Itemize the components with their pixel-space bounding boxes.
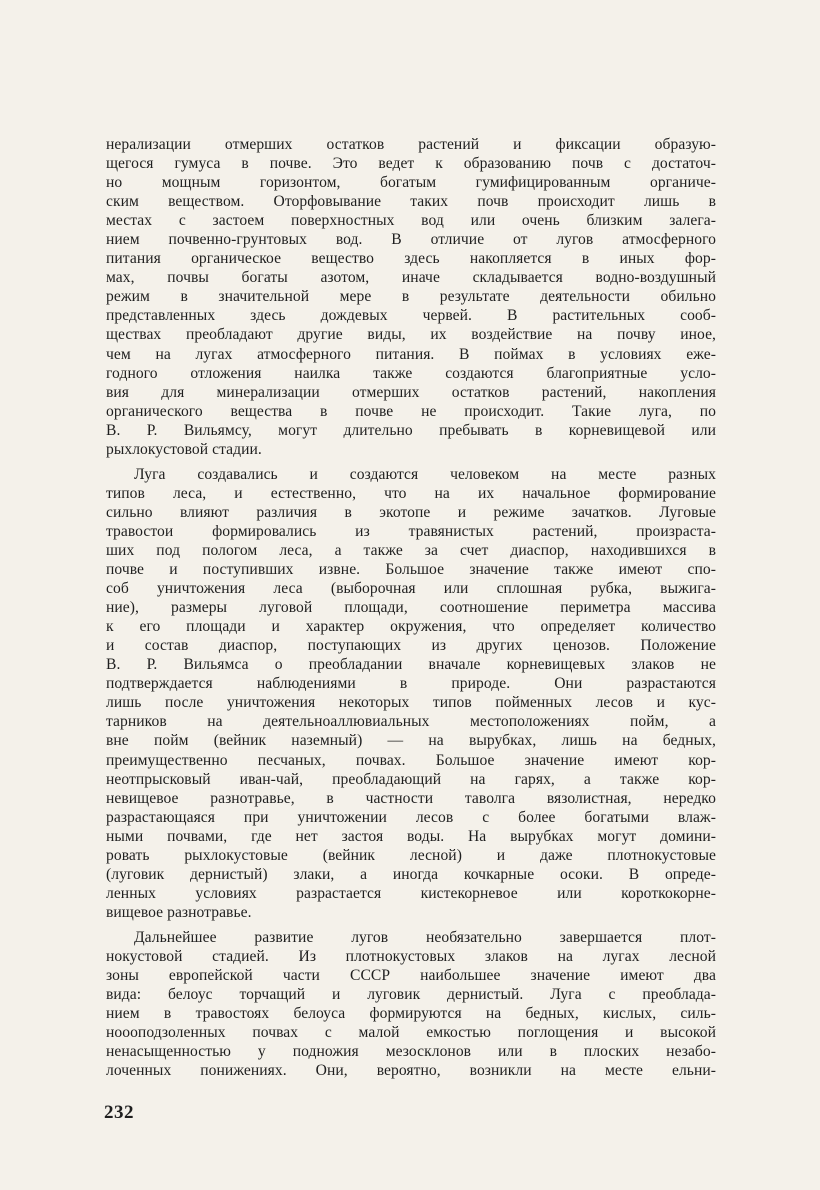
text-line: зоны европейской части СССР наибольшее значение имеют два <box>106 967 716 985</box>
text-line: сильно влияют различия в экотопе и режиме зачатков. Луговые <box>106 503 716 521</box>
text-line: питания органическое вещество здесь накопляется в иных фор- <box>106 250 716 268</box>
text-line: и состав диаспор, поступающих из других ценозов. Положение <box>106 637 716 655</box>
text-line: ноооподзоленных почвах с малой емкостью поглощения и высокой <box>106 1024 716 1042</box>
text-line: годного отложения наилка также создаются благоприятные усло- <box>106 364 716 382</box>
text-line: органического вещества в почве не происходит. Такие луга, по <box>106 402 716 420</box>
text-line: ние), размеры луговой площади, соотношение периметра массива <box>106 599 716 617</box>
text-line: режим в значительной мере в результате деятельности обильно <box>106 288 716 306</box>
text-line: ными почвами, где нет застоя воды. На вырубках могут домини- <box>106 827 716 845</box>
text-line: В. Р. Вильямса о преобладании вначале корневищевых злаков не <box>106 656 716 674</box>
paragraph <box>106 928 716 1080</box>
text-line: ших под пологом леса, а также за счет диаспор, находившихся в <box>106 541 716 559</box>
text-line: к его площади и характер окружения, что определяет количество <box>106 618 716 636</box>
text-line: типов леса, и естественно, что на их начальное формирование <box>106 484 716 502</box>
text-line: тарников на деятельноаллювиальных местоположениях пойм, а <box>106 713 716 731</box>
text-line: нерализации отмерших остатков растений и фиксации образую- <box>106 136 716 153</box>
text-line: нокустовой стадией. Из плотнокустовых злаков на лугах лесной <box>106 947 716 965</box>
text-line: (луговик дернистый) злаки, а иногда кочкарные осоки. В опреде- <box>106 865 716 883</box>
text-line: нием в травостоях белоуса формируются на бедных, кислых, силь- <box>106 1005 716 1023</box>
text-line: чем на лугах атмосферного питания. В поймах в условиях еже- <box>106 345 716 363</box>
text-line: мах, почвы богаты азотом, иначе складывается водно-воздушный <box>106 269 716 287</box>
text-line: нием почвенно-грунтовых вод. В отличие от лугов атмосферного <box>106 231 716 249</box>
paragraph <box>106 135 716 459</box>
text-line: почве и поступивших извне. Большое значение также имеют спо- <box>106 561 716 579</box>
text-line: ленных условиях разрастается кистекорневое или короткокорне- <box>106 884 716 902</box>
text-line: местах с застоем поверхностных вод или очень близким залега- <box>106 212 716 230</box>
text-line: преимущественно песчаных, почвах. Большое значение имеют кор- <box>106 751 716 769</box>
text-line: Луга создавались и создаются человеком на месте разных <box>134 465 716 483</box>
text-line: ским веществом. Оторфовывание таких почв происходит лишь в <box>106 193 716 211</box>
text-line: ществах преобладают другие виды, их воздействие на почву иное, <box>106 326 716 344</box>
text-line: ровать рыхлокустовые (вейник лесной) и даже плотнокустовые <box>106 846 716 864</box>
text-line: лишь после уничтожения некоторых типов пойменных лесов и кус- <box>106 694 716 712</box>
text-line: соб уничтожения леса (выборочная или сплошная рубка, выжига- <box>106 580 716 598</box>
body-text <box>106 135 716 1080</box>
text-line: подтверждается наблюдениями в природе. Они разрастаются <box>106 675 716 693</box>
text-line: В. Р. Вильямсу, могут длительно пребывать в корневищевой или <box>106 421 716 439</box>
text-line: Дальнейшее развитие лугов необязательно завершается плот- <box>134 928 716 946</box>
text-line: рыхлокустовой стадии. <box>106 440 262 458</box>
text-line: лоченных понижениях. Они, вероятно, возникли на месте ельни- <box>106 1062 716 1080</box>
text-line: вищевое разнотравье. <box>106 903 252 921</box>
text-line: разрастающаяся при уничтожении лесов с более богатыми влаж- <box>106 808 716 826</box>
text-line: представленных здесь дождевых червей. В растительных сооб- <box>106 307 716 325</box>
text-line: вия для минерализации отмерших остатков растений, накопления <box>106 383 716 401</box>
text-line: вне пойм (вейник наземный) — на вырубках, лишь на бедных, <box>106 732 716 750</box>
text-line: щегося гумуса в почве. Это ведет к образованию почв с достаточ- <box>106 155 716 173</box>
paragraph <box>106 465 716 922</box>
text-line: травостои формировались из травянистых растений, произраста- <box>106 522 716 540</box>
text-line: невищевое разнотравье, в частности таволга вязолистная, нередко <box>106 789 716 807</box>
text-line: вида: белоус торчащий и луговик дернистый. Луга с преоблада- <box>106 986 716 1004</box>
text-line: но мощным горизонтом, богатым гумифицированным органиче- <box>106 174 716 192</box>
page-number: 232 <box>104 1102 134 1123</box>
text-line: ненасыщенностью у подножия мезосклонов или в плоских незабо- <box>106 1043 716 1061</box>
text-line: неотпрысковый иван-чай, преобладающий на гарях, а также кор- <box>106 770 716 788</box>
